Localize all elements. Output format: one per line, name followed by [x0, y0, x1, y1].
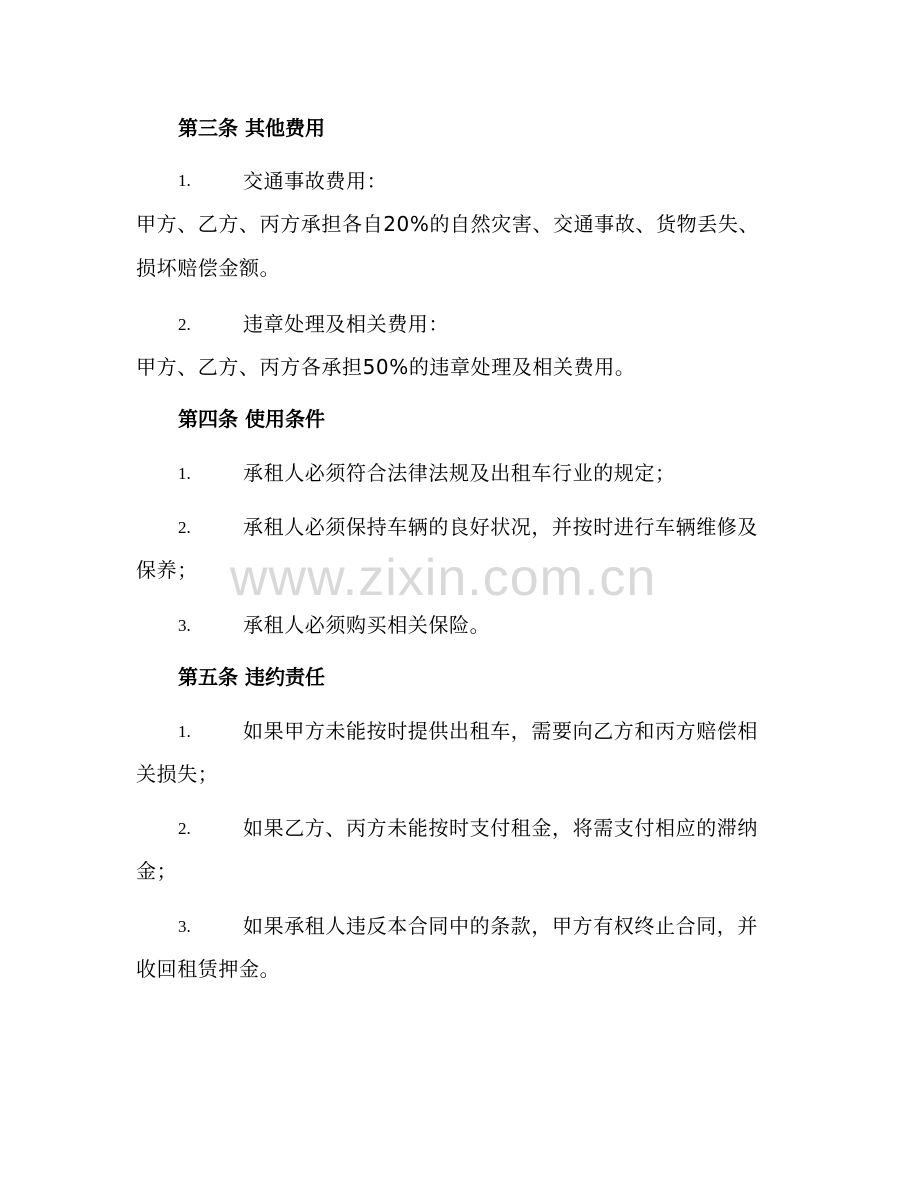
article-5-item-2-text-line-1: 如果乙方、丙方未能按时支付租金，将需支付相应的滞纳 [243, 816, 758, 840]
article-5-item-1-number: 1. [178, 722, 191, 741]
article-5-item-1-text-line-2: 关损失； [136, 762, 219, 786]
article-3-item-2-label: 违章处理及相关费用： [243, 312, 449, 336]
article-4-item-1-number: 1. [178, 464, 191, 483]
article-4-title: 第四条 使用条件 [178, 407, 325, 431]
article-5-item-2-number: 2. [178, 819, 191, 838]
article-5-item-3-number: 3. [178, 917, 191, 936]
article-3-item-1-number: 1. [178, 171, 191, 190]
article-5-item-3-text-line-1: 如果承租人违反本合同中的条款，甲方有权终止合同，并 [243, 914, 758, 938]
article-4-item-2-text-line-2: 保养； [136, 558, 198, 582]
article-4-item-2-number: 2. [178, 518, 191, 537]
article-3-item-1-body-line-2: 损坏赔偿金额。 [136, 256, 281, 280]
article-3-title: 第三条 其他费用 [178, 116, 325, 140]
article-5-item-3-text-line-2: 收回租赁押金。 [136, 957, 281, 981]
article-3-item-2-number: 2. [178, 315, 191, 334]
article-4-item-1-text: 承租人必须符合法律法规及出租车行业的规定； [243, 461, 676, 485]
article-5-title: 第五条 违约责任 [178, 665, 325, 689]
article-3-item-2-body: 甲方、乙方、丙方各承担50%的违章处理及相关费用。 [136, 355, 636, 379]
article-3-item-1-body-line-1: 甲方、乙方、丙方承担各自20%的自然灾害、交通事故、货物丢失、 [136, 212, 760, 236]
article-3-item-1-label: 交通事故费用： [243, 169, 388, 193]
article-4-item-2-text-line-1: 承租人必须保持车辆的良好状况，并按时进行车辆维修及 [243, 515, 758, 539]
article-5-item-1-text-line-1: 如果甲方未能按时提供出租车，需要向乙方和丙方赔偿相 [243, 719, 758, 743]
article-4-item-3-number: 3. [178, 616, 191, 635]
article-4-item-3-text: 承租人必须购买相关保险。 [243, 613, 491, 637]
article-5-item-2-text-line-2: 金； [136, 859, 178, 883]
watermark: www.zixin.com.cn [230, 549, 657, 607]
